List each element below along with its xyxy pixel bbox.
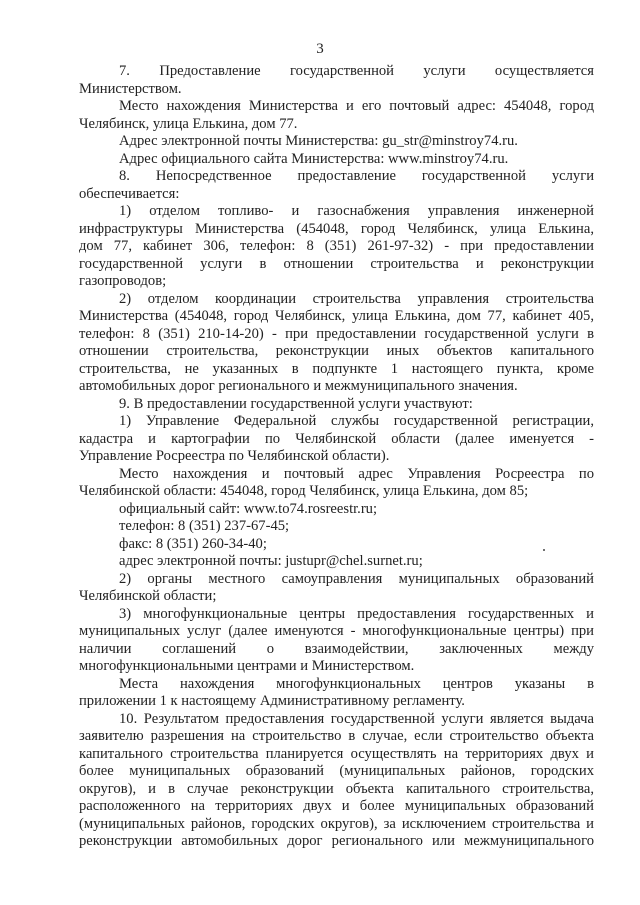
paragraph-10-line-7: (муниципальных районов, городских округов), за исключением строительства и xyxy=(79,815,594,832)
scan-artifact-dot xyxy=(543,549,545,551)
paragraph-10-line-5: округов), и в случае реконструкции объекта капитального строительства, xyxy=(79,780,594,797)
ministry-email-line: Адрес электронной почты Министерства: gu_str@minstroy74.ru. xyxy=(119,133,518,149)
fuel-department-line-1: 1) отделом топливо- и газоснабжения управления инженерной xyxy=(119,203,594,219)
fuel-department-line-4: государственной услуги в отношении строительства и реконструкции xyxy=(79,255,594,272)
rosreestr-website-line: официальный сайт: www.to74.rosreestr.ru; xyxy=(119,500,378,517)
coordination-department-line-1: 2) отделом координации строительства управления строительства xyxy=(119,290,594,307)
rosreestr-phone-line: телефон: 8 (351) 237-67-45; xyxy=(119,518,290,534)
paragraph-10-line-2: заявителю разрешения на строительство в случае, если строительство объекта xyxy=(79,728,594,744)
mfc-line-4: многофункциональными центрами и Министерством. xyxy=(79,658,415,674)
rosreestr-line-3: Управление Росреестра по Челябинской области). xyxy=(79,448,390,464)
paragraph-8-line-2: обеспечивается: xyxy=(79,185,180,202)
coordination-department-line-4: отношении строительства, реконструкции иных объектов капитального xyxy=(79,343,594,359)
coordination-department-line-6: автомобильных дорог регионального и межмуниципального значения. xyxy=(79,378,518,394)
paragraph-10-line-6: расположенного на территориях двух и более муниципальных образований xyxy=(79,798,594,814)
rosreestr-line-2: кадастра и картографии по Челябинской области (далее именуется - xyxy=(79,430,594,447)
rosreestr-fax-line: факс: 8 (351) 260-34-40; xyxy=(119,535,267,552)
ministry-address-line-1: Место нахождения Министерства и его почтовый адрес: 454048, город xyxy=(119,98,594,114)
coordination-department-line-2: Министерства (454048, город Челябинск, улица Елькина, дом 77, кабинет 405, xyxy=(79,308,594,324)
paragraph-8-line-1: 8. Непосредственное предоставление государственной услуги xyxy=(119,168,594,184)
paragraph-7-line-1: 7. Предоставление государственной услуги осуществляется xyxy=(119,63,594,79)
paragraph-7-line-2: Министерством. xyxy=(79,80,182,97)
fuel-department-line-5: газопроводов; xyxy=(79,273,167,289)
mfc-locations-line-2: приложении 1 к настоящему Административному регламенту. xyxy=(79,693,465,709)
rosreestr-address-line-1: Место нахождения и почтовый адрес Управления Росреестра по xyxy=(119,465,594,482)
rosreestr-email-line: адрес электронной почты: justupr@chel.surnet.ru; xyxy=(119,553,423,569)
local-government-line-2: Челябинской области; xyxy=(79,588,217,604)
mfc-line-3: наличии соглашений о взаимодействии, заключенных между xyxy=(79,640,594,657)
paragraph-10-line-1: 10. Результатом предоставления государственной услуги является выдача xyxy=(119,710,594,727)
mfc-locations-line-1: Места нахождения многофункциональных центров указаны в xyxy=(119,675,594,692)
ministry-website-line: Адрес официального сайта Министерства: www.minstroy74.ru. xyxy=(119,150,509,167)
mfc-line-2: муниципальных услуг (далее именуются - многофункциональные центры) при xyxy=(79,623,594,639)
local-government-line-1: 2) органы местного самоуправления муниципальных образований xyxy=(119,570,594,587)
paragraph-10-line-8: реконструкции автомобильных дорог регионального или межмуниципального xyxy=(79,833,594,849)
rosreestr-line-1: 1) Управление Федеральной службы государственной регистрации, xyxy=(119,413,594,429)
mfc-line-1: 3) многофункциональные центры предоставления государственных и xyxy=(119,605,594,622)
paragraph-10-line-3: капитального строительства планируется осуществлять на территориях двух и xyxy=(79,745,594,762)
ministry-address-line-2: Челябинск, улица Елькина, дом 77. xyxy=(79,115,298,132)
paragraph-9-line-1: 9. В предоставлении государственной услуги участвуют: xyxy=(119,395,473,412)
paragraph-10-line-4: более муниципальных образований (муниципальных районов, городских xyxy=(79,763,594,779)
coordination-department-line-3: телефон: 8 (351) 210-14-20) - при предоставлении государственной услуги в xyxy=(79,325,594,342)
coordination-department-line-5: строительства, не указанных в подпункте 1 настоящего пункта, кроме xyxy=(79,360,594,377)
document-body xyxy=(79,63,594,851)
fuel-department-line-3: дом 77, кабинет 306, телефон: 8 (351) 261-97-32) - при предоставлении xyxy=(79,238,594,254)
fuel-department-line-2: инфраструктуры Министерства (454048, город Челябинск, улица Елькина, xyxy=(79,220,594,237)
page-number: 3 xyxy=(316,41,324,57)
rosreestr-address-line-2: Челябинской области: 454048, город Челябинск, улица Елькина, дом 85; xyxy=(79,483,529,499)
